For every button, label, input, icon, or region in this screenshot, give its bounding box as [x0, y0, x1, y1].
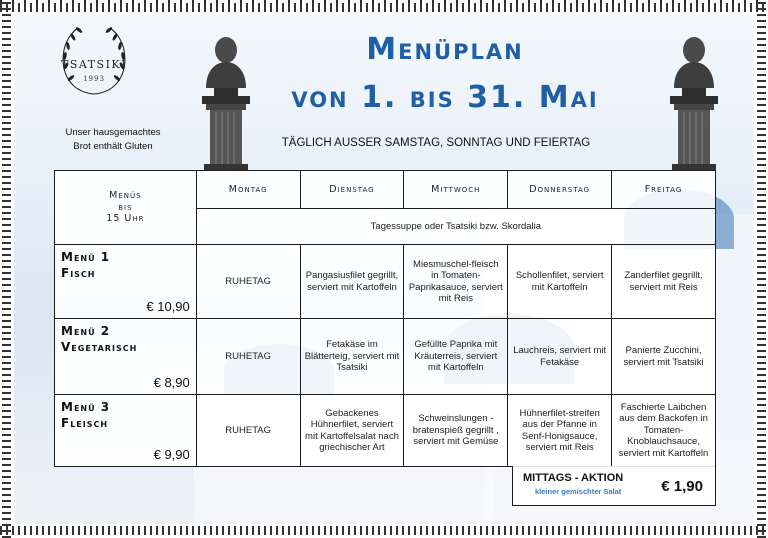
- menu-2-friday: Panierte Zucchini, serviert mit Tsatsiki: [612, 319, 716, 395]
- menu-1-label: [55, 245, 197, 319]
- bust-statue-icon: [664, 30, 724, 170]
- page-subtitle: TÄGLICH AUSSER SAMSTAG, SONNTAG UND FEIERTAG: [281, 137, 591, 149]
- bread-note-line1: Unser hausgemachtes: [65, 127, 161, 138]
- menu-1-thursday: Schollenfilet, serviert mit Kartoffeln: [508, 245, 612, 319]
- menu-table: [54, 170, 716, 467]
- menu-2-number: Menü 2: [61, 324, 111, 338]
- menu-1-type: Fisch: [61, 266, 96, 280]
- menu-2-price: € 8,90: [153, 374, 190, 390]
- menu-3-monday: RUHETAG: [196, 395, 300, 467]
- lunch-action-title: MITTAGS - AKTION: [523, 472, 624, 484]
- table-row: [55, 395, 716, 467]
- greek-key-border-left: [2, 0, 11, 538]
- menu-2-type: Vegetarisch: [61, 340, 138, 354]
- menu-3-label: [55, 395, 197, 467]
- menu-3-price: € 9,90: [153, 446, 190, 462]
- greek-key-border-right: [757, 0, 766, 538]
- lunch-action-price: € 1,90: [661, 478, 703, 495]
- menu-2-monday: RUHETAG: [196, 319, 300, 395]
- menu-3-thursday: Hühnerfilet-streifen aus der Pfanne in Senf-Honigsauce, serviert mit Reis: [508, 395, 612, 467]
- menu-2-wednesday: Gefüllte Paprika mit Kräuterreis, serviert mit Kartoffeln: [404, 319, 508, 395]
- lunch-action-salad: kleiner gemischter Salat: [535, 487, 622, 496]
- bread-gluten-note: [48, 126, 178, 154]
- menu-time-line3: 15 Uhr: [106, 213, 145, 225]
- day-heading-friday: Freitag: [612, 171, 716, 209]
- restaurant-logo: [56, 22, 132, 122]
- logo-name: TSATSIKI: [61, 58, 127, 71]
- lunch-action-box: [512, 466, 716, 506]
- menu-3-friday: Faschierte Laibchen aus dem Backofen in Tomaten-Knoblauchsauce, serviert mit Kartoffeln: [612, 395, 716, 467]
- menu-3-wednesday: Schweinslungen -bratenspieß gegrillt , serviert mit Gemüse: [404, 395, 508, 467]
- bust-statue-icon: [196, 30, 256, 170]
- table-row: [55, 245, 716, 319]
- greek-key-border-top: [0, 3, 768, 12]
- bread-note-line2: Brot enthält Gluten: [73, 141, 153, 152]
- menu-1-monday: RUHETAG: [196, 245, 300, 319]
- day-heading-tuesday: Dienstag: [300, 171, 404, 209]
- menu-3-type: Fleisch: [61, 416, 109, 430]
- table-row: [55, 319, 716, 395]
- menu-1-wednesday: Miesmuschel-fleisch in Tomaten-Paprikasauce, serviert mit Reis: [404, 245, 508, 319]
- logo-year: 1993: [83, 75, 105, 83]
- menu-3-number: Menü 3: [61, 400, 111, 414]
- menu-1-number: Menü 1: [61, 250, 111, 264]
- page-title: Menüplan: [366, 32, 524, 67]
- greek-key-border-bottom: [0, 526, 768, 535]
- menu-2-label: [55, 319, 197, 395]
- menu-3-tuesday: Gebackenes Hühnerfilet, serviert mit Kartoffelsalat nach griechischer Art: [300, 395, 404, 467]
- menu-time-heading: [55, 171, 197, 245]
- menu-1-friday: Zanderfilet gegrillt, serviert mit Reis: [612, 245, 716, 319]
- menu-time-line2: bis: [118, 201, 133, 213]
- menu-time-line1: Menüs: [109, 190, 142, 202]
- soup-cell: Tagessuppe oder Tsatsiki bzw. Skordalia: [196, 209, 715, 245]
- page-title-period: von 1. bis 31. Mai: [291, 80, 599, 115]
- menu-2-tuesday: Fetakäse im Blätterteig, serviert mit Tsatsiki: [300, 319, 404, 395]
- day-heading-thursday: Donnerstag: [508, 171, 612, 209]
- table-header-row: [55, 171, 716, 209]
- day-heading-monday: Montag: [196, 171, 300, 209]
- menu-2-thursday: Lauchreis, serviert mit Fetakäse: [508, 319, 612, 395]
- day-heading-wednesday: Mittwoch: [404, 171, 508, 209]
- menu-1-tuesday: Pangasiusfilet gegrillt, serviert mit Kartoffeln: [300, 245, 404, 319]
- menu-1-price: € 10,90: [146, 298, 190, 314]
